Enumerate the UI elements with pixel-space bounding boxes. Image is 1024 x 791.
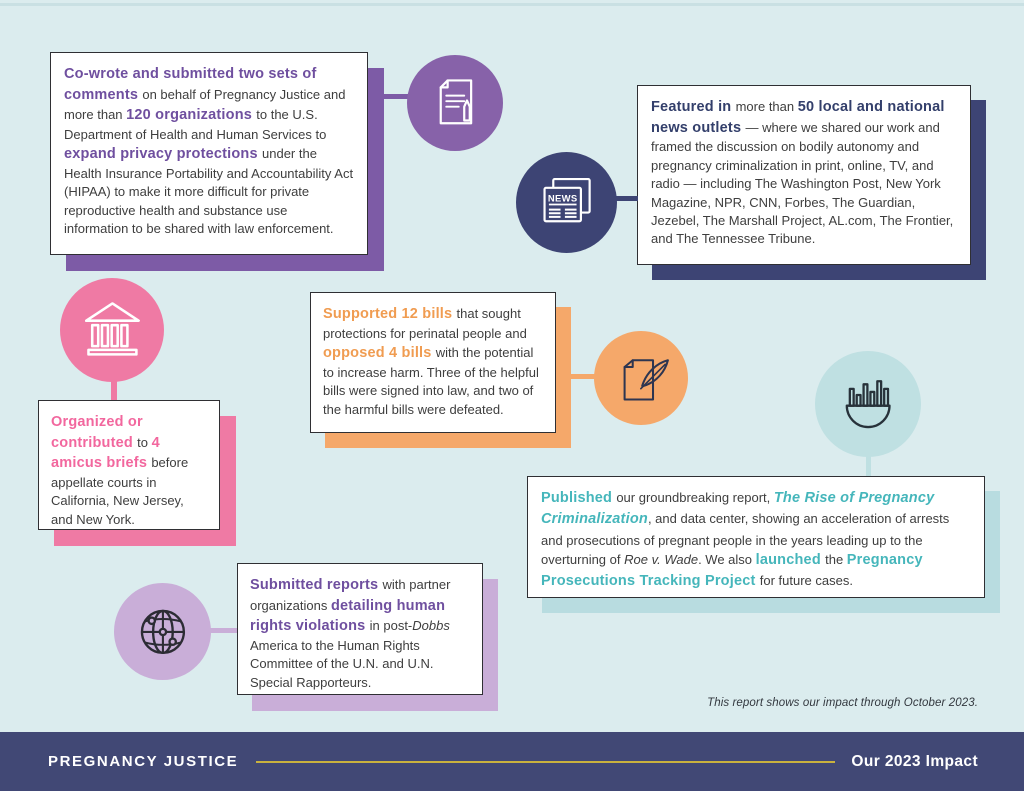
- quill-document-icon: [594, 331, 688, 425]
- globe-icon: [114, 583, 211, 680]
- brand-name: PREGNANCY JUSTICE: [48, 753, 239, 770]
- top-accent-stripe: [0, 3, 1024, 6]
- document-pencil-icon: [407, 55, 503, 151]
- amicus-briefs-text: Organized or contributed to 4 amicus briefs before appellate courts in California, New Jersey, and New York.: [51, 414, 189, 527]
- newspaper-icon: [516, 152, 617, 253]
- footer-divider-line: [256, 761, 835, 763]
- connector-line: [570, 374, 595, 379]
- report-date-note: This report shows our impact through October 2023.: [707, 697, 978, 709]
- connector-line: [383, 94, 408, 99]
- report-edition: Our 2023 Impact: [851, 752, 978, 770]
- news-outlets-card: [637, 85, 971, 265]
- un-reports-text: Submitted reports with partner organizations detailing human rights violations in post-Dobbs America to the Human Rights Committee of the U.N. and U.N. Special Rapporteurs.: [250, 577, 451, 690]
- bills-text: Supported 12 bills that sought protections for perinatal people and opposed 4 bills with the potential to increase harm. Three of the helpful bills were signed into law, and two of the harmful bills were defeated.: [323, 306, 539, 417]
- un-reports-card: [237, 563, 483, 695]
- connector-line: [866, 455, 871, 477]
- connector-line: [111, 380, 117, 401]
- footer-bar: [0, 732, 1024, 791]
- bills-card: [310, 292, 556, 433]
- data-chart-icon: [815, 351, 921, 457]
- connector-line: [616, 196, 638, 201]
- published-report-text: Published our groundbreaking report, The Rise of Pregnancy Criminalization, and data center, showing an acceleration of arrests and prosecutions of pregnant people in the years leading up to the overturning of Roe v. Wade. We also launched the Pregnancy Prosecutions Tracking Project for future cases.: [541, 490, 950, 590]
- hipaa-comments-card: [50, 52, 368, 255]
- hipaa-comments-text: Co-wrote and submitted two sets of comments on behalf of Pregnancy Justice and more than 120 organizations to the U.S. Department of Health and Human Services to expand privacy protections under the Health Insurance Portability and Accountability Act (HIPAA) to make it more difficult for private reproductive health and substance use information to be shared with law enforcement.: [64, 66, 354, 237]
- published-report-card: [527, 476, 985, 598]
- news-outlets-text: Featured in more than 50 local and national news outlets — where we shared our work and framed the discussion on bodily autonomy and pregnancy criminalization in print, online, TV, and radio — including The Washington Post, New York Magazine, NPR, CNN, Forbes, The Guardian, Jezebel, The Marshall Project, AL.com, The Frontier, and The Tennessee Tribune.: [651, 99, 954, 247]
- courthouse-icon: [60, 278, 164, 382]
- connector-line: [209, 628, 237, 633]
- amicus-briefs-card: [38, 400, 220, 530]
- news-icon-label: NEWS: [547, 193, 578, 205]
